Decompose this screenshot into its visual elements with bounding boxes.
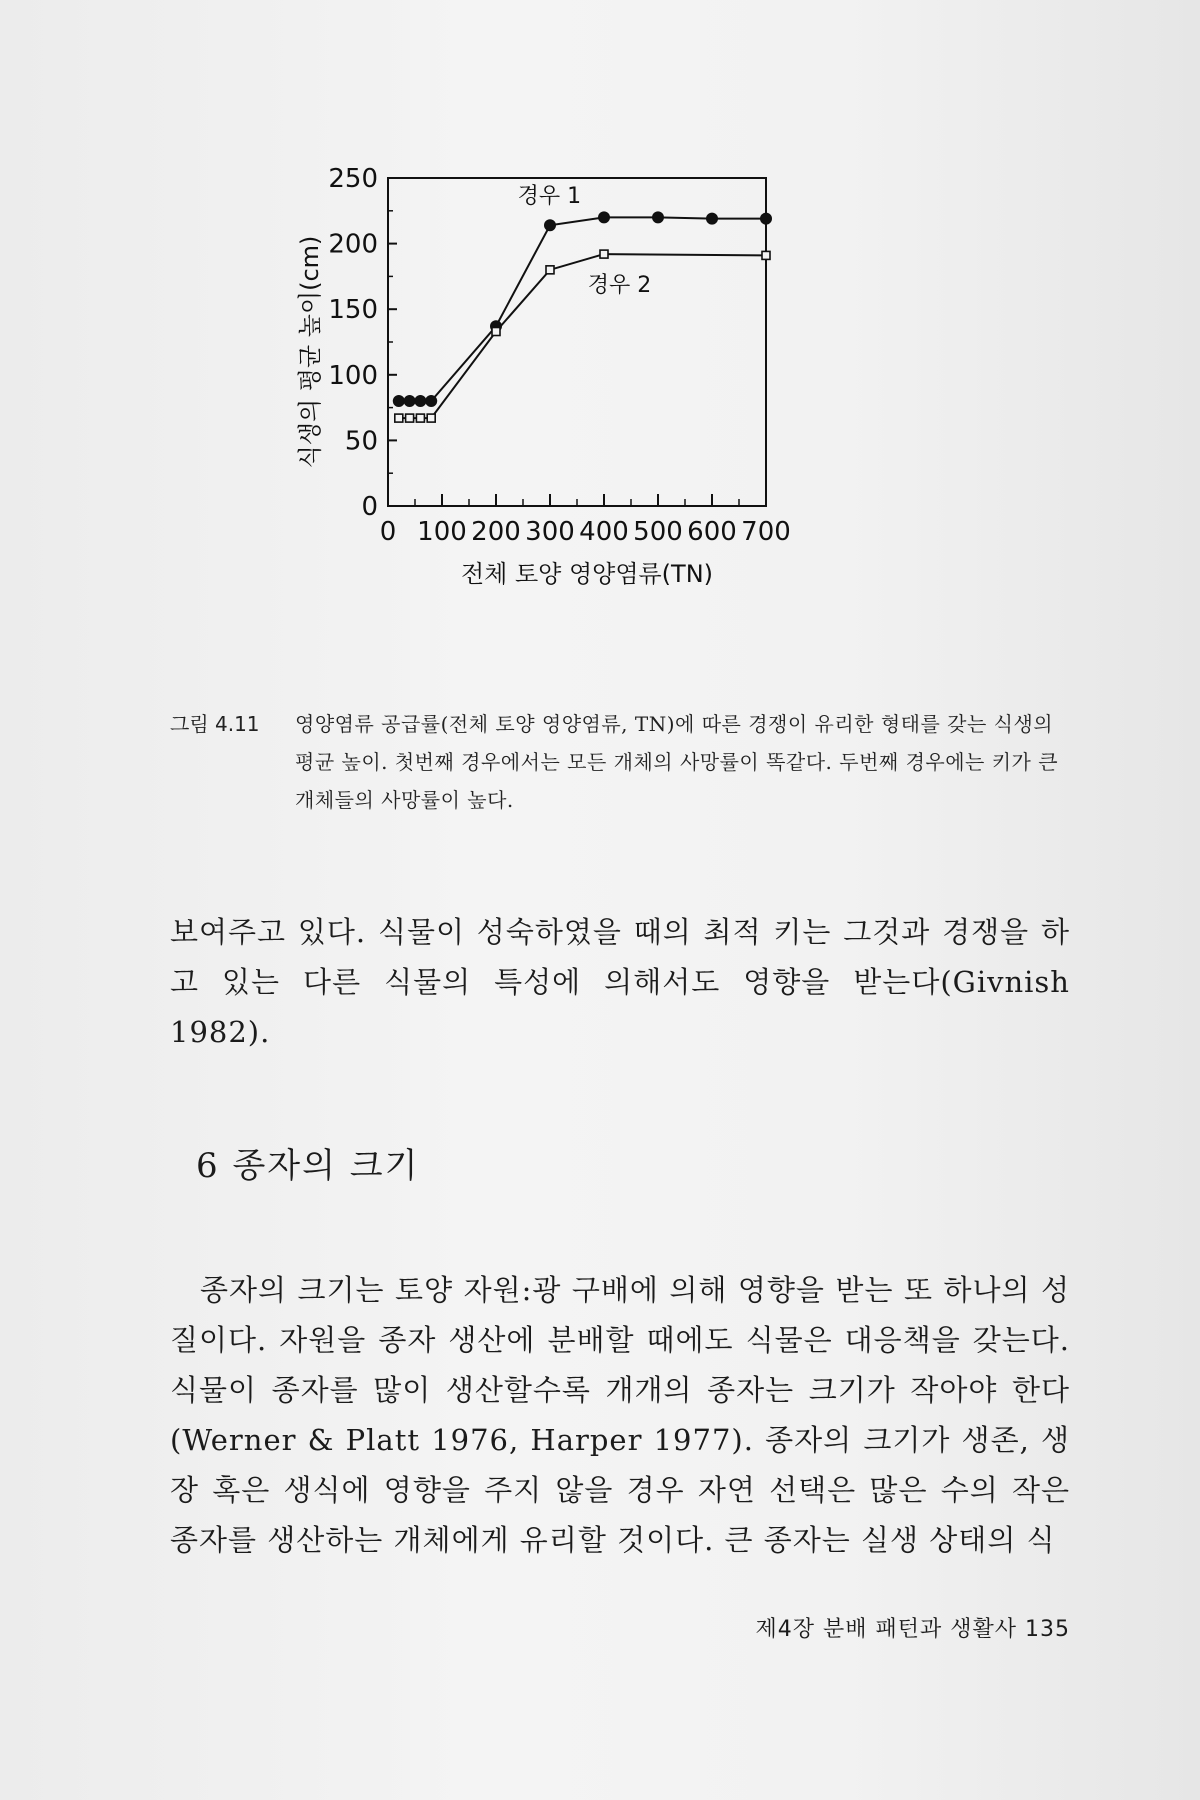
- data-point-series-1: [761, 213, 772, 224]
- y-tick-label: 100: [328, 360, 378, 391]
- data-point-series-2: [492, 328, 500, 336]
- x-tick-label: 100: [417, 517, 467, 547]
- series-label-1: 경우 1: [517, 183, 582, 209]
- y-tick-label: 0: [361, 492, 378, 522]
- data-point-series-2: [600, 250, 608, 258]
- series-line-2: [399, 254, 766, 418]
- y-tick-label: 50: [344, 426, 378, 457]
- x-tick-label: 400: [579, 517, 629, 547]
- series-line-1: [399, 217, 766, 401]
- y-tick-label: 200: [328, 229, 378, 260]
- line-chart: [296, 164, 960, 690]
- data-point-series-2: [416, 414, 424, 422]
- x-tick-label: 500: [633, 517, 683, 547]
- x-tick-label: 700: [741, 517, 791, 547]
- data-point-series-1: [599, 212, 610, 223]
- x-tick-label: 300: [525, 517, 575, 547]
- data-point-series-1: [404, 396, 415, 407]
- body-paragraph-2: 종자의 크기는 토양 자원:광 구배에 의해 영향을 받는 또 하나의 성질이다. 자원을 종자 생산에 분배할 때에도 식물은 대응책을 갖는다. 식물이 종자를 많이 생산할수록 개개의 종자는 크기가 작아야 한다(Werner & Platt 1976, Harper 1977). 종자의 크기가 생존, 생장 혹은 생식에 영향을 주지 않을 경우 자연 선택은 많은 수의 작은 종자를 생산하는 개체에게 유리할 것이다. 큰 종자는 실생 상태의 식: [170, 1273, 1070, 1557]
- data-point-series-1: [653, 212, 664, 223]
- x-tick-label: 200: [471, 517, 521, 547]
- section-heading: 6 종자의 크기: [196, 1146, 420, 1186]
- data-point-series-2: [546, 266, 554, 274]
- y-tick-label: 150: [328, 295, 378, 326]
- data-point-series-1: [415, 396, 426, 407]
- data-point-series-1: [426, 396, 437, 407]
- series-label-2: 경우 2: [587, 273, 652, 299]
- caption-text: 영양염류 공급률(전체 토양 영양염류, TN)에 따른 경쟁이 유리한 형태를 갖는 식생의 평균 높이. 첫번째 경우에서는 모든 개체의 사망률이 똑같다. 두번째 경우에는 키가 큰 개체들의 사망률이 높다.: [295, 712, 1059, 812]
- data-point-series-2: [762, 251, 770, 259]
- data-point-series-2: [427, 414, 435, 422]
- body-paragraph-1: 보여주고 있다. 식물이 성숙하였을 때의 최적 키는 그것과 경쟁을 하고 있는 다른 식물의 특성에 의해서도 영향을 받는다(Givnish 1982).: [170, 915, 1070, 1049]
- page-footer: 제4장 분배 패턴과 생활사 135: [755, 1617, 1070, 1642]
- y-tick-label: 250: [328, 164, 378, 194]
- x-tick-label: 0: [379, 517, 397, 547]
- data-point-series-2: [406, 414, 414, 422]
- x-axis-title: 전체 토양 영양염류(TN): [460, 560, 714, 588]
- data-point-series-1: [393, 396, 404, 407]
- plot-frame: [388, 178, 766, 506]
- data-point-series-1: [707, 213, 718, 224]
- data-point-series-2: [395, 414, 403, 422]
- y-axis-title: 식생의 평균 높이(cm): [296, 235, 324, 469]
- caption-label: 그림 4.11: [170, 712, 260, 736]
- data-point-series-1: [545, 220, 556, 231]
- x-tick-label: 600: [687, 517, 737, 547]
